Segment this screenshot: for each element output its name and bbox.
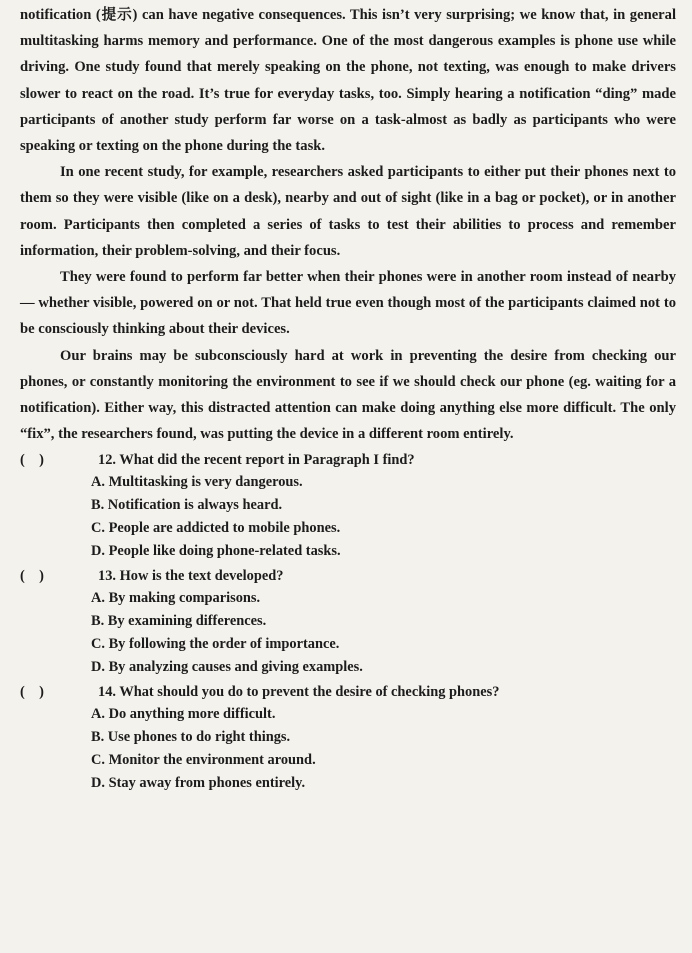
question-stem	[20, 449, 676, 471]
passage-paragraph-2: In one recent study, for example, researchers asked participants to either put their phones next to them so they were visible (like on a desk), nearby and out of sight (like in a bag or pocket), or in another room. Participants then completed a series of tasks to test their abilities to process and remember information, their problem-solving, and their focus.	[20, 164, 676, 259]
passage-paragraph-1: notification (提示) can have negative consequences. This isn’t very surprising; we know that, in general multitasking harms memory and performance. One of the most dangerous examples is phone use while driving. One study found that merely speaking on the phone, not texting, was enough to make drivers slower to react on the road. It’s true for everyday tasks, too. Simply hearing a notification “ding” made participants of another study perform far worse on a task-almost as badly as participants who were speaking or texting on the phone during the task.	[20, 7, 676, 155]
option-b: B. Notification is always heard.	[91, 497, 283, 514]
option-a: A. Multitasking is very dangerous.	[91, 474, 303, 491]
option-d: D. Stay away from phones entirely.	[91, 775, 306, 792]
question-14	[20, 681, 676, 795]
option-list	[20, 471, 676, 563]
option-b: B. Use phones to do right things.	[91, 729, 291, 746]
option-c: C. Monitor the environment around.	[91, 752, 316, 769]
question-text: 12. What did the recent report in Paragraph I find?	[98, 452, 415, 469]
option-list	[20, 703, 676, 795]
answer-blank: ( )	[20, 452, 44, 469]
answer-blank: ( )	[20, 568, 44, 585]
option-a: A. Do anything more difficult.	[91, 706, 276, 723]
option-d: D. People like doing phone-related tasks.	[91, 543, 341, 560]
passage-paragraph-3: They were found to perform far better when their phones were in another room instead of nearby — whether visible, powered on or not. That held true even though most of the participants claimed not to be consciously thinking about their devices.	[20, 269, 676, 338]
reading-passage	[20, 2, 676, 447]
option-a: A. By making comparisons.	[91, 590, 261, 607]
passage-paragraph-4: Our brains may be subconsciously hard at work in preventing the desire from checking our phones, or constantly monitoring the environment to see if we should check our phone (eg. waiting for a notification). Either way, this distracted attention can make doing anything else more difficult. The only “fix”, the researchers found, was putting the device in a different room entirely.	[20, 347, 676, 443]
option-c: C. People are addicted to mobile phones.	[91, 520, 341, 537]
question-text: 13. How is the text developed?	[98, 568, 284, 585]
answer-blank: ( )	[20, 684, 44, 701]
question-stem	[20, 681, 676, 703]
question-stem	[20, 565, 676, 587]
option-list	[20, 587, 676, 679]
option-c: C. By following the order of importance.	[91, 636, 340, 653]
option-d: D. By analyzing causes and giving examples.	[91, 659, 363, 676]
question-12	[20, 449, 676, 563]
question-text: 14. What should you do to prevent the desire of checking phones?	[98, 684, 500, 701]
option-b: B. By examining differences.	[91, 613, 267, 630]
question-13	[20, 565, 676, 679]
